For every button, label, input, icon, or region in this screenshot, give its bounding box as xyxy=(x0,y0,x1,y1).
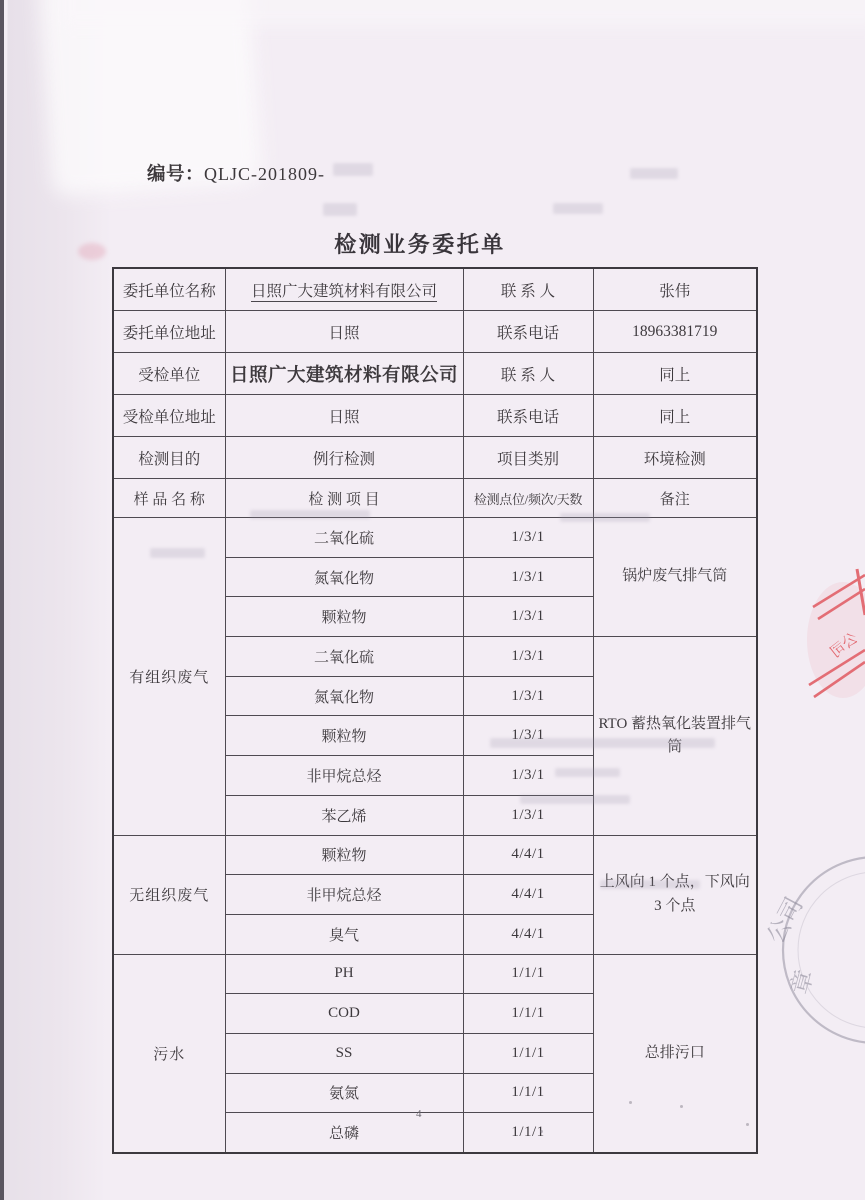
dust-speck xyxy=(629,1101,632,1104)
test-item: 颗粒物 xyxy=(225,835,463,875)
test-item: COD xyxy=(225,994,463,1034)
bleed-through-mark xyxy=(150,548,205,558)
doc-number-value: QLJC-201809- xyxy=(204,164,326,184)
doc-number-label: 编号： xyxy=(147,165,205,185)
doc-number-line xyxy=(147,160,325,186)
test-frequency: 1/3/1 xyxy=(463,756,593,796)
column-header-test-item: 检 测 项 目 xyxy=(225,479,463,518)
bleed-through-mark xyxy=(490,738,715,748)
field-value: 日照 xyxy=(225,311,463,353)
remark-boiler-stack: 锅炉废气排气筒 xyxy=(593,518,757,637)
gray-seal-text-top: 公司 xyxy=(763,893,809,949)
bleed-through-mark xyxy=(600,880,700,889)
table-row xyxy=(113,437,757,479)
field-value: 张伟 xyxy=(593,268,757,311)
field-value: 日照 xyxy=(225,395,463,437)
scan-left-border xyxy=(0,0,4,1200)
test-frequency: 4/4/1 xyxy=(463,875,593,915)
field-value: 例行检测 xyxy=(225,437,463,479)
test-frequency: 1/1/1 xyxy=(463,954,593,994)
bleed-through-mark xyxy=(630,168,678,179)
column-header-sample-name: 样 品 名 称 xyxy=(113,479,225,518)
client-name-underlined: 日照广大建筑材料有限公司 xyxy=(250,282,437,300)
red-seal-icon xyxy=(795,555,865,740)
field-value: 环境检测 xyxy=(593,437,757,479)
test-frequency: 1/1/1 xyxy=(463,1033,593,1073)
field-label: 联 系 人 xyxy=(463,268,593,311)
table-row xyxy=(113,395,757,437)
table-row xyxy=(113,268,757,311)
test-frequency: 4/4/1 xyxy=(463,914,593,954)
dust-speck xyxy=(680,1105,683,1108)
bleed-through-mark xyxy=(333,163,373,176)
sample-group-organized-exhaust: 有组织废气 xyxy=(113,518,225,836)
test-item: 非甲烷总烃 xyxy=(225,875,463,915)
test-frequency: 1/3/1 xyxy=(463,597,593,637)
field-label: 项目类别 xyxy=(463,437,593,479)
commission-table xyxy=(112,267,758,1154)
test-frequency: 1/1/1 xyxy=(463,1073,593,1113)
bleed-through-mark xyxy=(323,203,357,216)
test-item: 颗粒物 xyxy=(225,716,463,756)
field-label: 委托单位地址 xyxy=(113,311,225,353)
test-item: SS xyxy=(225,1033,463,1073)
bleed-through-mark xyxy=(560,513,650,522)
remark-rto-stack: RTO 蓄热氧化装置排气筒 xyxy=(593,637,757,835)
red-seal-fragment xyxy=(795,555,865,740)
test-frequency: 1/3/1 xyxy=(463,637,593,677)
table-row xyxy=(113,954,757,994)
bleed-through-mark xyxy=(553,203,603,214)
pink-ink-smudge xyxy=(78,243,106,260)
bleed-through-mark xyxy=(250,510,370,519)
field-value: 18963381719 xyxy=(593,311,757,353)
test-item: 臭气 xyxy=(225,914,463,954)
page-title: 检测业务委托单 xyxy=(334,232,506,257)
test-frequency: 1/3/1 xyxy=(463,676,593,716)
test-item: 总磷 xyxy=(225,1113,463,1153)
table-row xyxy=(113,353,757,395)
test-item: 氨氮 xyxy=(225,1073,463,1113)
test-item: 氮氧化物 xyxy=(225,557,463,597)
table-header-row xyxy=(113,479,757,518)
test-frequency: 1/3/1 xyxy=(463,795,593,835)
test-item: PH xyxy=(225,954,463,994)
test-item: 氮氧化物 xyxy=(225,676,463,716)
test-frequency: 1/1/1 xyxy=(463,994,593,1034)
field-label: 受检单位 xyxy=(113,353,225,395)
paper-top-highlight xyxy=(60,0,865,27)
red-seal-text: 公司 xyxy=(827,630,862,662)
dust-speck xyxy=(540,1130,543,1133)
table-row xyxy=(113,835,757,875)
sample-group-fugitive-exhaust: 无组织废气 xyxy=(113,835,225,954)
field-label: 联 系 人 xyxy=(463,353,593,395)
field-label: 联系电话 xyxy=(463,311,593,353)
gray-seal-icon xyxy=(758,852,865,1052)
test-frequency: 1/3/1 xyxy=(463,557,593,597)
test-frequency: 1/3/1 xyxy=(463,716,593,756)
field-label: 委托单位名称 xyxy=(113,268,225,311)
field-label: 联系电话 xyxy=(463,395,593,437)
gray-company-seal xyxy=(758,852,865,1052)
test-item: 颗粒物 xyxy=(225,597,463,637)
field-value: 同上 xyxy=(593,353,757,395)
page-number: 4 xyxy=(416,1108,422,1120)
bleed-through-mark xyxy=(520,795,630,804)
sample-group-wastewater: 污水 xyxy=(113,954,225,1153)
test-frequency: 1/3/1 xyxy=(463,518,593,558)
field-label: 检测目的 xyxy=(113,437,225,479)
test-frequency: 1/1/1 xyxy=(463,1113,593,1153)
remark-wind-points: 上风向 1 个点，下风向 3 个点 xyxy=(593,835,757,954)
dust-speck xyxy=(746,1123,749,1126)
field-value: 同上 xyxy=(593,395,757,437)
test-item: 二氧化硫 xyxy=(225,518,463,558)
column-header-points-freq-days: 检测点位/频次/天数 xyxy=(463,479,593,518)
test-frequency: 4/4/1 xyxy=(463,835,593,875)
table-row xyxy=(113,518,757,558)
field-value: 日照广大建筑材料有限公司 xyxy=(225,353,463,395)
bleed-through-mark xyxy=(555,768,620,777)
column-header-remark: 备注 xyxy=(593,479,757,518)
field-label: 受检单位地址 xyxy=(113,395,225,437)
test-item: 二氧化硫 xyxy=(225,637,463,677)
field-value xyxy=(225,268,463,311)
test-item: 非甲烷总烃 xyxy=(225,756,463,796)
remark-main-outfall: 总排污口 xyxy=(593,954,757,1153)
gray-seal-text-bottom: 章 xyxy=(787,967,819,998)
table-row xyxy=(113,311,757,353)
test-item: 苯乙烯 xyxy=(225,795,463,835)
